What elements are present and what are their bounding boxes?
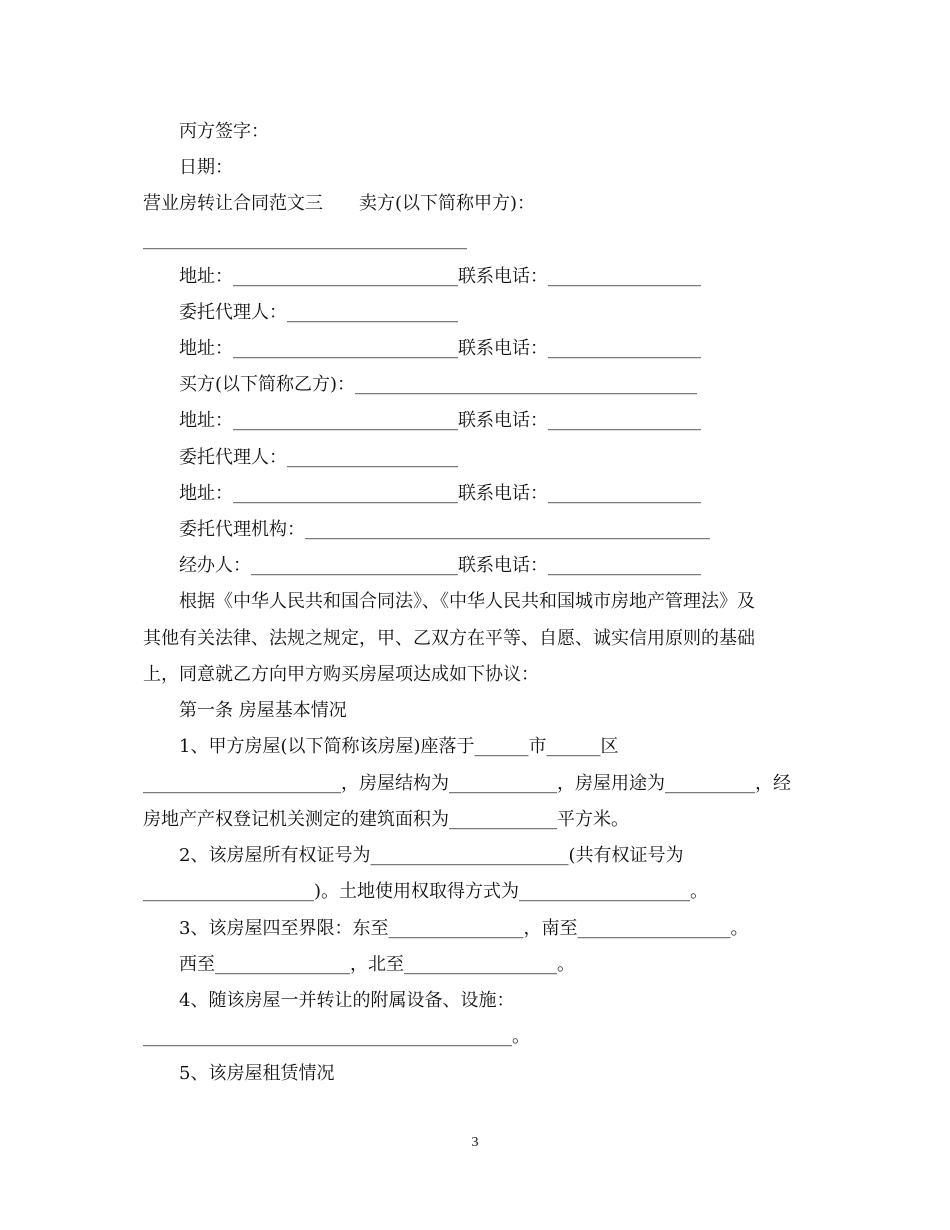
text-line: 其他有关法律、法规之规定，甲、乙双方在平等、自愿、诚实信用原则的基础 — [143, 628, 755, 649]
text-line: 地址：_________________________联系电话：_________________ — [179, 266, 701, 287]
text-line: 2、该房屋所有权证号为______________________(共有权证号为 — [179, 845, 684, 866]
text-line: 上，同意就乙方向甲方购买房屋项达成如下协议： — [143, 664, 539, 685]
text-line: 地址：_________________________联系电话：_________________ — [179, 483, 701, 504]
text-line: ___________________)。土地使用权取得方式为___________________。 — [143, 881, 709, 902]
text-line: 委托代理机构：_____________________________________________ — [179, 519, 710, 540]
text-line: 委托代理人：___________________ — [179, 302, 458, 323]
text-line: 地址：_________________________联系电话：_________________ — [179, 410, 701, 431]
text-line: 地址：_________________________联系电话：_________________ — [179, 338, 701, 359]
text-line: 委托代理人：___________________ — [179, 447, 458, 468]
text-line: 丙方签字： — [179, 121, 269, 142]
text-line: 1、甲方房屋(以下简称该房屋)座落于______市______区 — [179, 736, 619, 757]
text-line: ______________________，房屋结构为____________，房屋用途为__________，经 — [143, 773, 791, 794]
text-line: 日期： — [179, 157, 233, 178]
text-line: 5、该房屋租赁情况 — [179, 1063, 335, 1084]
text-line: 营业房转让合同范文三 卖方(以下简称甲方)： — [143, 193, 536, 214]
text-line: 经办人：_______________________联系电话：_________________ — [179, 555, 701, 576]
text-line: _________________________________________。 — [143, 1026, 530, 1047]
text-line: 买方(以下简称乙方)：______________________________________ — [179, 374, 698, 395]
text-line: 根据《中华人民共和国合同法》、《中华人民共和国城市房地产管理法》及 — [179, 591, 755, 612]
section-heading: 第一条 房屋基本情况 — [179, 700, 347, 721]
text-line: ____________________________________ — [143, 229, 467, 250]
page-number: 3 — [471, 1135, 479, 1150]
text-line: 西至_______________，北至_________________。 — [179, 954, 575, 975]
text-line: 4、随该房屋一并转让的附属设备、设施： — [179, 990, 515, 1011]
text-line: 房地产产权登记机关测定的建筑面积为____________平方米。 — [143, 809, 629, 830]
text-line: 3、该房屋四至界限：东至_______________，南至_________________。 — [179, 918, 749, 939]
